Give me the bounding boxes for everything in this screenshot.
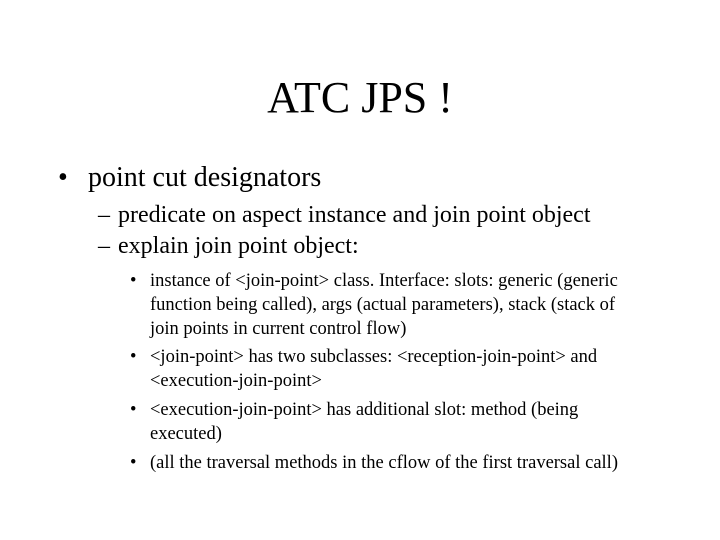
- dash-marker: –: [98, 202, 110, 228]
- bullet-marker: •: [130, 271, 137, 291]
- sub-bullet-text: explain join point object:: [118, 233, 359, 259]
- detail-line: (all the traversal methods in the cflow of the first traversal call): [150, 453, 618, 473]
- detail-line: executed): [150, 424, 222, 444]
- detail-bullet-text: [150, 345, 670, 393]
- detail-bullet-text: [150, 451, 670, 475]
- bullet-marker: •: [130, 400, 137, 420]
- detail-line: join points in current control flow): [150, 319, 407, 339]
- detail-line: instance of <join-point> class. Interface: slots: generic (generic: [150, 271, 618, 291]
- detail-line: <execution-join-point>: [150, 371, 322, 391]
- dash-marker: –: [98, 233, 110, 259]
- detail-bullet-text: [150, 269, 670, 341]
- bullet-marker: •: [130, 347, 137, 367]
- detail-bullet-text: [150, 398, 670, 446]
- sub-bullet-text: predicate on aspect instance and join point object: [118, 202, 591, 228]
- bullet-marker: •: [58, 162, 68, 193]
- slide-title: ATC JPS !: [267, 73, 453, 122]
- detail-line: <execution-join-point> has additional slot: method (being: [150, 400, 579, 420]
- detail-line: <join-point> has two subclasses: <reception-join-point> and: [150, 347, 598, 367]
- detail-line: function being called), args (actual parameters), stack (stack of: [150, 295, 616, 315]
- bullet-marker: •: [130, 453, 137, 473]
- bullet-text: point cut designators: [88, 162, 322, 193]
